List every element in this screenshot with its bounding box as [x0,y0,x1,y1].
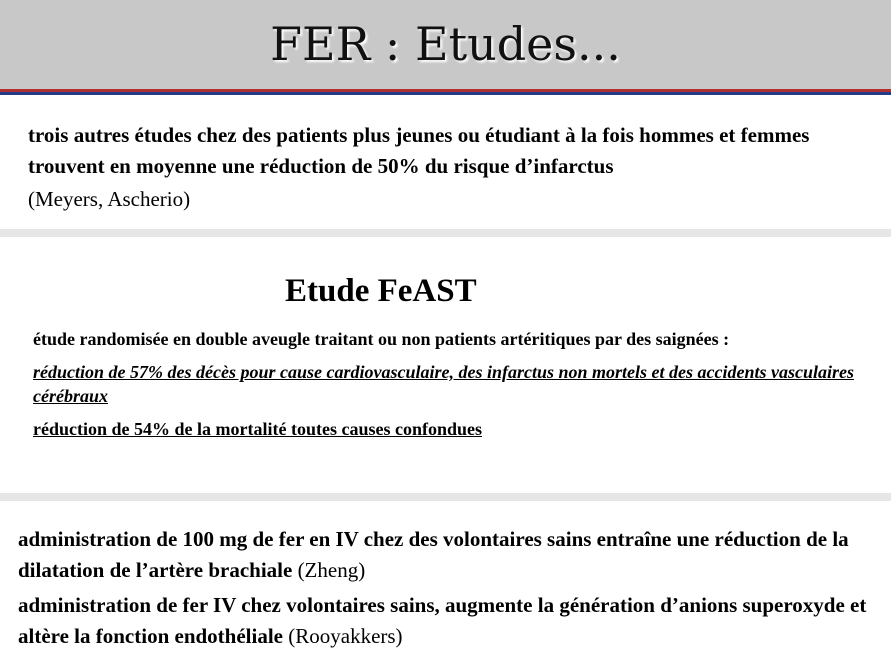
feast-result-cardiovascular: réduction de 57% des décès pour cause cardiovasculaire, des infarctus non mortels et des accidents vasculaires cérébraux [33,362,854,406]
iv-iron-item-2 [18,590,878,652]
iv-iron-block [18,524,878,656]
iv-iron-item-1 [18,524,878,586]
studies-summary-text: trois autres études chez des patients plus jeunes ou étudiant à la fois hommes et femmes trouvent en moyenne une réduction de 50% du risque d’infarctus [28,123,810,178]
iv-iron-item-1-text: administration de 100 mg de fer en IV chez des volontaires sains entraîne une réduction de la dilatation de l’artère brachiale [18,527,849,582]
iv-iron-item-1-citation: (Zheng) [292,558,366,582]
feast-study-title: Etude FeAST [285,273,477,309]
studies-summary-citation: (Meyers, Ascherio) [28,187,191,211]
feast-result-mortality: réduction de 54% de la mortalité toutes causes confondues [33,419,482,439]
slide-header [0,0,891,89]
iv-iron-item-2-text: administration de fer IV chez volontaires sains, augmente la génération d’anions superoxyde et altère la fonction endothéliale [18,593,867,648]
section-separator-1 [0,229,891,237]
iv-iron-item-2-citation: (Rooyakkers) [283,624,403,648]
header-divider-blue [0,92,891,95]
feast-study-block [33,327,863,441]
slide-title: FER : Etudes... [270,17,621,71]
studies-summary-block [28,120,878,214]
section-separator-2 [0,493,891,501]
feast-intro-text: étude randomisée en double aveugle traitant ou non patients artéritiques par des saignées : [33,329,730,349]
